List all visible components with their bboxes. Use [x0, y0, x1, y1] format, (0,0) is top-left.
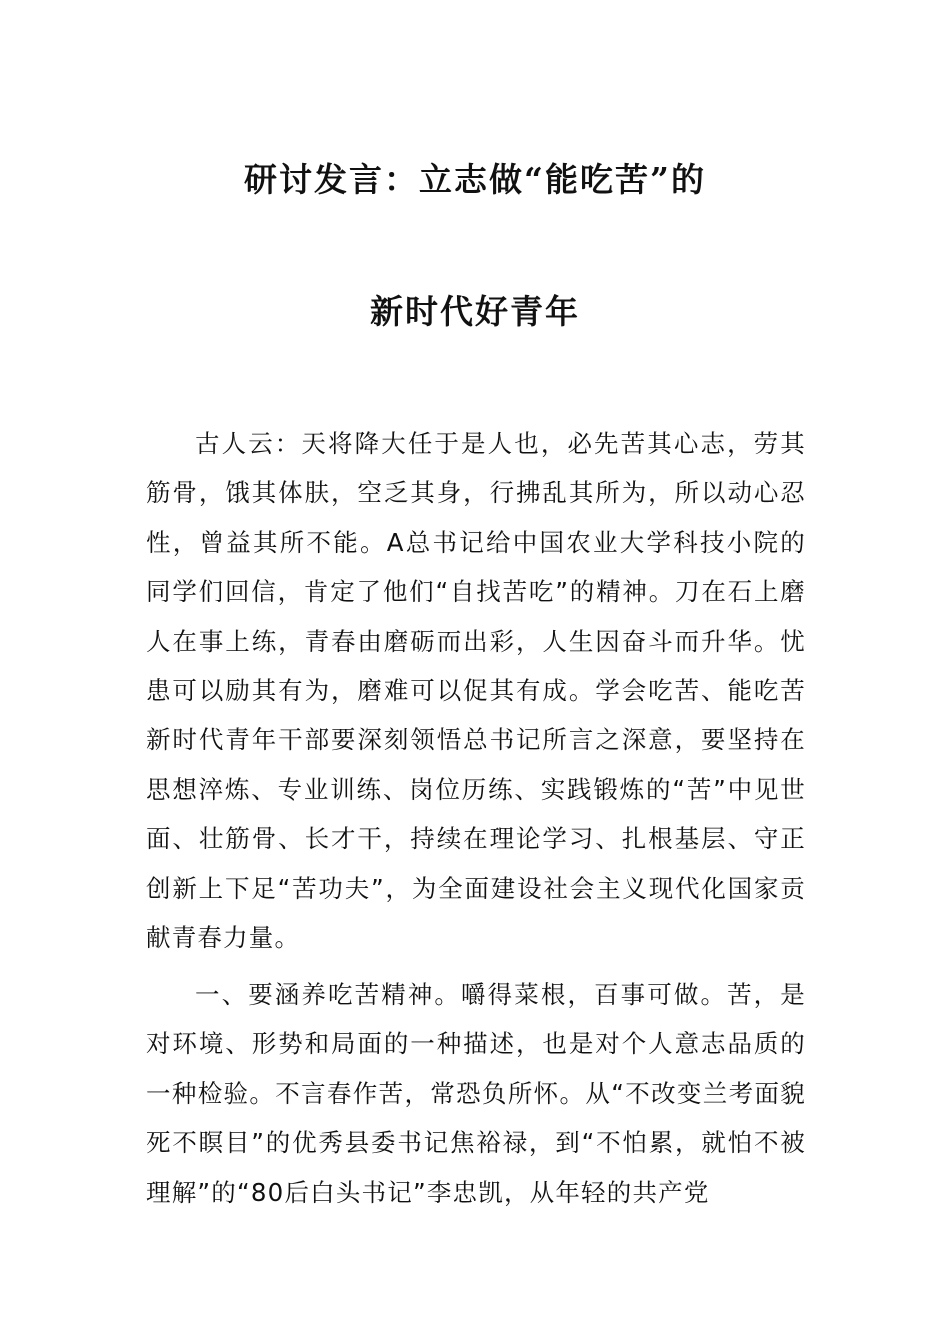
document-title-line-2: 新时代好青年 [370, 292, 580, 331]
document-title-line-1: 研讨发言：立志做“能吃苦”的 [244, 160, 706, 199]
body-paragraph-2-container [146, 970, 806, 1217]
body-paragraph: 古人云：天将降大任于是人也，必先苦其心志，劳其筋骨，饿其体肤，空乏其身，行拂乱其所为，所以动心忍性，曾益其所不能。A总书记给中国农业大学科技小院的同学们回信，肯定了他们“自找苦吃”的精神。刀在石上磨人在事上练，青春由磨砺而出彩，人生因奋斗而升华。忧患可以励其有为，磨难可以促其有成。学会吃苦、能吃苦新时代青年干部要深刻领悟总书记所言之深意，要坚持在思想淬炼、专业训练、岗位历练、实践锻炼的“苦”中见世面、壮筋骨、长才干，持续在理论学习、扎根基层、守正创新上下足“苦功夫”，为全面建设社会主义现代化国家贡献青春力量。 [146, 429, 806, 953]
body-paragraph-1-container [146, 419, 806, 962]
body-paragraph: 一、要涵养吃苦精神。嚼得菜根，百事可做。苦，是对环境、形势和局面的一种描述，也是对个人意志品质的一种检验。不言春作苦，常恐负所怀。从“不改变兰考面貌死不瞑目”的优秀县委书记焦裕禄，到“不怕累，就怕不被理解”的“80后白头书记”李忠凯，从年轻的共产党 [146, 980, 806, 1207]
